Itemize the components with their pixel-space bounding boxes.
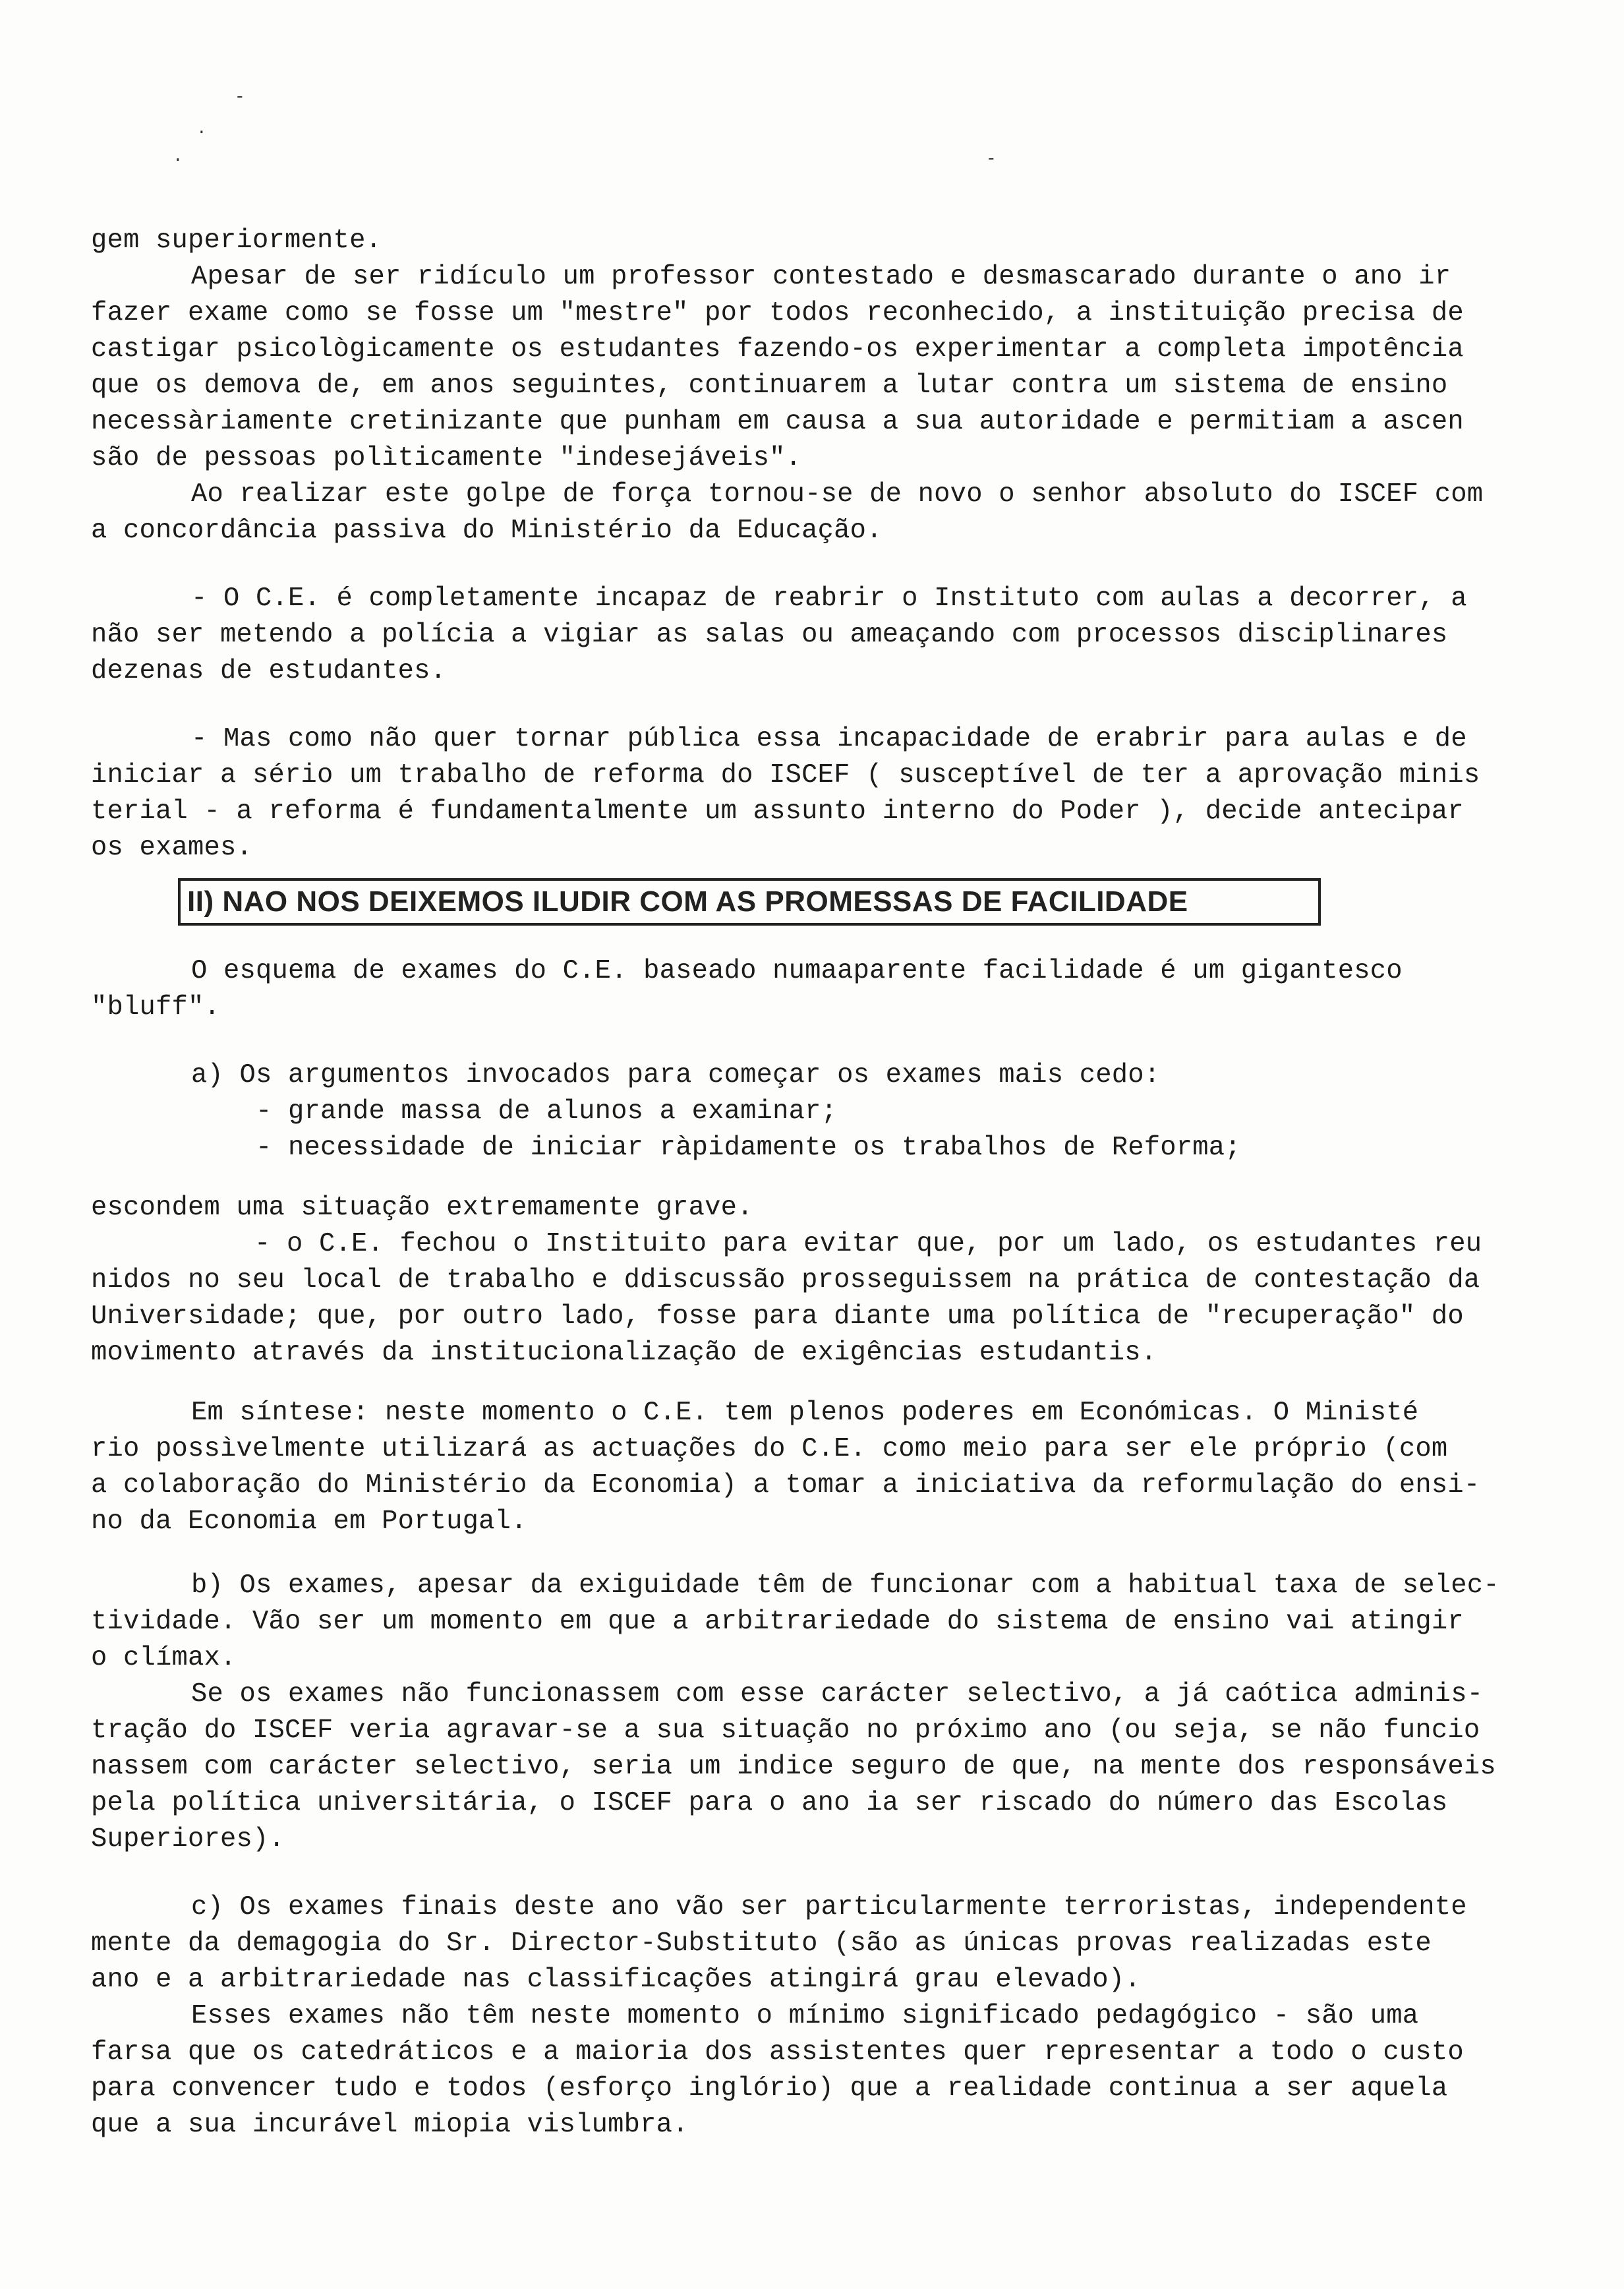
text-line: Universidade; que, por outro lado, fosse para diante uma política de "recuperação" do bbox=[91, 1301, 1464, 1332]
text-line: os exames. bbox=[91, 833, 253, 863]
text-line: que os demova de, em anos seguintes, continuarem a lutar contra um sistema de ensino bbox=[91, 371, 1448, 401]
text-line: terial - a reforma é fundamentalmente um assunto interno do Poder ), decide antecipar bbox=[91, 796, 1464, 827]
text-line: c) Os exames finais deste ano vão ser particularmente terroristas, independente bbox=[191, 1892, 1467, 1922]
text-line: Ao realizar este golpe de força tornou-se de novo o senhor absoluto do ISCEF com bbox=[191, 479, 1484, 510]
text-line: dezenas de estudantes. bbox=[91, 656, 447, 686]
text-line: nassem com carácter selectivo, seria um indice seguro de que, na mente dos responsáveis bbox=[91, 1752, 1496, 1782]
scan-mark: - bbox=[235, 87, 245, 107]
text-line: Superiores). bbox=[91, 1824, 285, 1855]
text-line: mente da demagogia do Sr. Director-Substituto (são as únicas provas realizadas este bbox=[91, 1928, 1432, 1959]
text-line: não ser metendo a polícia a vigiar as salas ou ameaçando com processos disciplinares bbox=[91, 620, 1448, 650]
text-line: - grande massa de alunos a examinar; bbox=[256, 1096, 838, 1127]
text-line: pela política universitária, o ISCEF para o ano ia ser riscado do número das Escolas bbox=[91, 1788, 1448, 1818]
text-line: b) Os exames, apesar da exiguidade têm de funcionar com a habitual taxa de selec- bbox=[191, 1570, 1499, 1601]
text-line: são de pessoas polìticamente "indesejáveis". bbox=[91, 443, 802, 473]
text-line: Se os exames não funcionassem com esse carácter selectivo, a já caótica adminis- bbox=[191, 1679, 1484, 1709]
text-line: a) Os argumentos invocados para começar os exames mais cedo: bbox=[191, 1060, 1161, 1090]
text-line: para convencer tudo e todos (esforço inglório) que a realidade continua a ser aquela bbox=[91, 2073, 1448, 2104]
text-line: ano e a arbitrariedade nas classificações atingirá grau elevado). bbox=[91, 1965, 1141, 1995]
text-line: - Mas como não quer tornar pública essa incapacidade de erabrir para aulas e de bbox=[191, 724, 1467, 754]
text-line: - O C.E. é completamente incapaz de reabrir o Instituto com aulas a decorrer, a bbox=[191, 583, 1467, 614]
text-line: que a sua incurável miopia vislumbra. bbox=[91, 2110, 689, 2140]
text-line: castigar psicològicamente os estudantes fazendo-os experimentar a completa impotência bbox=[91, 334, 1464, 365]
section-heading: II) NAO NOS DEIXEMOS ILUDIR COM AS PROMESSAS DE FACILIDADE bbox=[178, 878, 1321, 926]
text-line: no da Economia em Portugal. bbox=[91, 1506, 527, 1537]
text-line: farsa que os catedráticos e a maioria dos assistentes quer representar a todo o custo bbox=[91, 2037, 1464, 2067]
scan-mark: . bbox=[173, 146, 183, 166]
text-line: iniciar a sério um trabalho de reforma do ISCEF ( susceptível de ter a aprovação minis bbox=[91, 760, 1480, 790]
text-line: Apesar de ser ridículo um professor contestado e desmascarado durante o ano ir bbox=[191, 262, 1451, 292]
text-line: movimento através da institucionalização de exigências estudantis. bbox=[91, 1338, 1157, 1368]
text-line: o clímax. bbox=[91, 1643, 237, 1673]
text-line: gem superiormente. bbox=[91, 225, 382, 256]
text-line: rio possìvelmente utilizará as actuações do C.E. como meio para ser ele próprio (com bbox=[91, 1434, 1448, 1464]
scan-mark: - bbox=[986, 149, 997, 169]
text-line: necessàriamente cretinizante que punham em causa a sua autoridade e permitiam a ascen bbox=[91, 407, 1464, 437]
text-line: "bluff". bbox=[91, 992, 221, 1023]
text-line: - necessidade de iniciar ràpidamente os trabalhos de Reforma; bbox=[256, 1133, 1241, 1163]
text-line: O esquema de exames do C.E. baseado numaaparente facilidade é um gigantesco bbox=[191, 956, 1403, 986]
text-line: escondem uma situação extremamente grave. bbox=[91, 1193, 753, 1223]
text-line: a colaboração do Ministério da Economia) a tomar a iniciativa da reformulação do ensi- bbox=[91, 1470, 1480, 1501]
text-line: - o C.E. fechou o Instituito para evitar que, por um lado, os estudantes reu bbox=[254, 1229, 1482, 1259]
text-line: Esses exames não têm neste momento o mínimo significado pedagógico - são uma bbox=[191, 2001, 1419, 2031]
document-body bbox=[91, 223, 1538, 2143]
text-line: tividade. Vão ser um momento em que a arbitrariedade do sistema de ensino vai atingir bbox=[91, 1607, 1464, 1637]
text-line: fazer exame como se fosse um "mestre" por todos reconhecido, a instituição precisa de bbox=[91, 298, 1464, 328]
text-line: a concordância passiva do Ministério da Educação. bbox=[91, 516, 883, 546]
text-line: Em síntese: neste momento o C.E. tem plenos poderes em Económicas. O Ministé bbox=[191, 1398, 1419, 1428]
text-line: nidos no seu local de trabalho e ddiscussão prosseguissem na prática de contestação da bbox=[91, 1265, 1480, 1295]
text-line: tração do ISCEF veria agravar-se a sua situação no próximo ano (ou seja, se não funcio bbox=[91, 1715, 1480, 1746]
scan-mark: . bbox=[196, 119, 207, 138]
